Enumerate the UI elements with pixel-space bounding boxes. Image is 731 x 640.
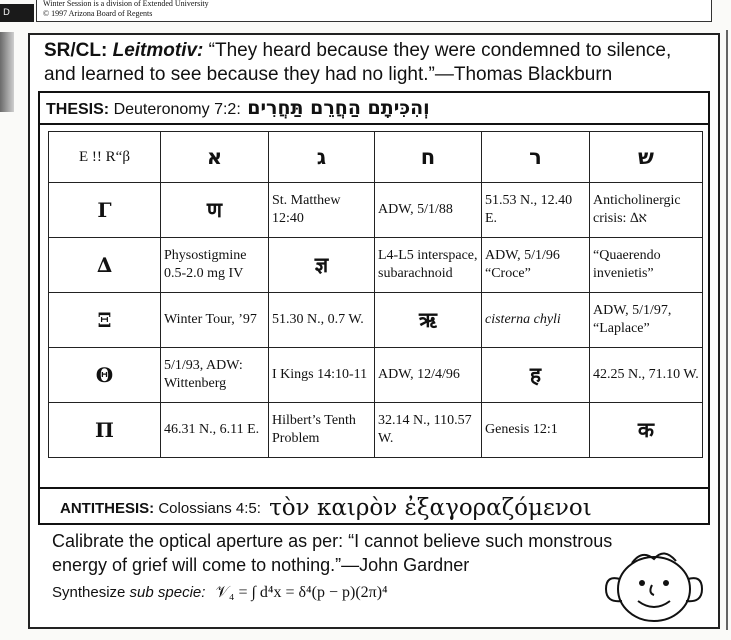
publisher-note xyxy=(36,0,712,22)
epigraph-quote-line-1: “They heard because they were condemned to silence, xyxy=(208,40,672,61)
right-edge-rule xyxy=(724,30,731,630)
table-cell: ज्ञ xyxy=(269,238,375,293)
table-cell: ण xyxy=(161,183,269,238)
table-cell: Winter Tour, ’97 xyxy=(161,293,269,348)
left-edge-shading xyxy=(0,32,14,112)
table-cell: ऋ xyxy=(375,293,482,348)
calibration-quote-line-1: Calibrate the optical aperture as per: “I cannot believe such monstrous xyxy=(52,531,613,551)
thesis-hebrew: וְהִכִּיתָם הַחֲרֵם תַּחֲרִים xyxy=(247,97,430,119)
thesis-line xyxy=(40,93,708,125)
table-cell: L4-L5 interspace, subarachnoid xyxy=(375,238,482,293)
antithesis-ref: Colossians 4:5: xyxy=(158,500,261,517)
table-cell: Genesis 12:1 xyxy=(482,403,590,458)
smiley-face-icon xyxy=(592,545,716,625)
column-header: ר xyxy=(482,132,590,183)
table-cell: 51.30 N., 0.7 W. xyxy=(269,293,375,348)
top-header xyxy=(0,0,731,28)
table-cell: St. Matthew 12:40 xyxy=(269,183,375,238)
table-cell: क xyxy=(590,403,703,458)
table-row xyxy=(49,403,703,458)
table-cell: cisterna chyli xyxy=(482,293,590,348)
table-row xyxy=(49,348,703,403)
antithesis-label: ANTITHESIS: xyxy=(60,500,155,517)
calibration-quote-line-2: energy of grief will come to nothing.”—John Gardner xyxy=(52,555,470,575)
row-header: Ξ xyxy=(49,293,161,348)
table-cell: ADW, 5/1/96 “Croce” xyxy=(482,238,590,293)
table-cell: Anticholinergic crisis: ∆א xyxy=(590,183,703,238)
row-header: Π xyxy=(49,403,161,458)
table-cell: ADW, 12/4/96 xyxy=(375,348,482,403)
epigraph-quote-line-2: and learned to see because they had no light.”—Thomas Blackburn xyxy=(44,64,613,85)
table-cell: 46.31 N., 6.11 E. xyxy=(161,403,269,458)
publisher-line-1: Winter Session is a division of Extended University xyxy=(43,0,209,8)
column-header: ח xyxy=(375,132,482,183)
table-cell: “Quaerendo invenietis” xyxy=(590,238,703,293)
row-header: ∆ xyxy=(49,238,161,293)
table-cell: I Kings 14:10-11 xyxy=(269,348,375,403)
table-cell: 32.14 N., 110.57 W. xyxy=(375,403,482,458)
column-header: א xyxy=(161,132,269,183)
table-cell: ADW, 5/1/88 xyxy=(375,183,482,238)
row-header: Θ xyxy=(49,348,161,403)
publisher-line-2: © 1997 Arizona Board of Regents xyxy=(43,9,153,18)
table-cell: 51.53 N., 12.40 E. xyxy=(482,183,590,238)
epigraph-tag: SR/CL: xyxy=(44,40,108,61)
synthesize-label: Synthesize xyxy=(52,584,126,601)
table-row xyxy=(49,293,703,348)
calibration-quote xyxy=(52,529,672,577)
column-header: ש xyxy=(590,132,703,183)
epigraph xyxy=(44,39,704,87)
column-header: ג xyxy=(269,132,375,183)
table-cell: ADW, 5/1/97, “Laplace” xyxy=(590,293,703,348)
puzzle-page xyxy=(28,33,720,629)
antithesis-greek: τὸν καιρὸν ἐξαγοραζόμενοι xyxy=(269,495,592,521)
cipher-table-frame xyxy=(38,91,710,525)
table-row xyxy=(49,183,703,238)
synthesis-formula: 𝒱₄ = ∫ d⁴x = δ⁴(p − p)(2π)⁴ xyxy=(215,584,388,601)
header-row xyxy=(49,132,703,183)
table-cell: ह xyxy=(482,348,590,403)
sub-specie-label: sub specie: xyxy=(129,584,206,601)
leitmotiv-label: Leitmotiv: xyxy=(112,40,204,61)
row-header: Γ xyxy=(49,183,161,238)
antithesis-line xyxy=(40,487,708,523)
table-cell: 5/1/93, ADW: Wittenberg xyxy=(161,348,269,403)
table-cell: Physostigmine 0.5-2.0 mg IV xyxy=(161,238,269,293)
corner-cell: E !! R“β xyxy=(49,132,161,183)
thesis-ref: Deuteronomy 7:2: xyxy=(113,101,241,118)
synthesize-line xyxy=(52,584,612,602)
table-cell: Hilbert’s Tenth Problem xyxy=(269,403,375,458)
section-tab: D xyxy=(0,4,34,22)
table-row xyxy=(49,238,703,293)
thesis-label: THESIS: xyxy=(46,101,110,118)
cipher-grid xyxy=(48,131,703,458)
table-cell: 42.25 N., 71.10 W. xyxy=(590,348,703,403)
